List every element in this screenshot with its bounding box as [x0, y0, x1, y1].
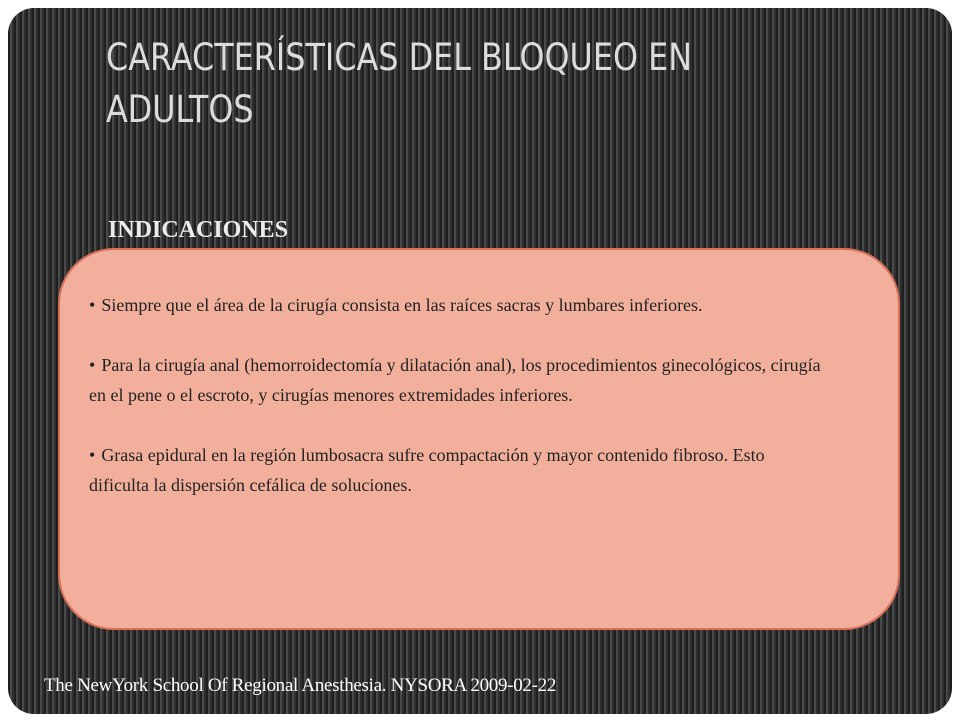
content-box	[58, 248, 900, 630]
footer-citation: The NewYork School Of Regional Anesthesia. NYSORA 2009-02-22	[44, 675, 557, 696]
list-item	[89, 290, 829, 320]
slide-title: CARACTERÍSTICAS DEL BLOQUEO EN ADULTOS	[106, 36, 693, 131]
slide	[8, 8, 952, 714]
bullet-text: Para la cirugía anal (hemorroidectomía y dilatación anal), los procedimientos ginecológicos, cirugía en el pene o el escroto, y cirugías menores extremidades inferiores.	[89, 355, 821, 405]
bullet-icon: •	[89, 295, 96, 315]
bullet-list	[89, 290, 829, 530]
list-item	[89, 350, 829, 410]
bullet-icon: •	[89, 445, 96, 465]
list-item	[89, 440, 829, 500]
section-heading: INDICACIONES	[108, 217, 289, 243]
bullet-icon: •	[89, 355, 96, 375]
bullet-text: Grasa epidural en la región lumbosacra sufre compactación y mayor contenido fibroso. Esto dificulta la dispersión cefálica de soluciones.	[89, 445, 765, 495]
bullet-text: Siempre que el área de la cirugía consista en las raíces sacras y lumbares inferiores.	[101, 295, 703, 315]
